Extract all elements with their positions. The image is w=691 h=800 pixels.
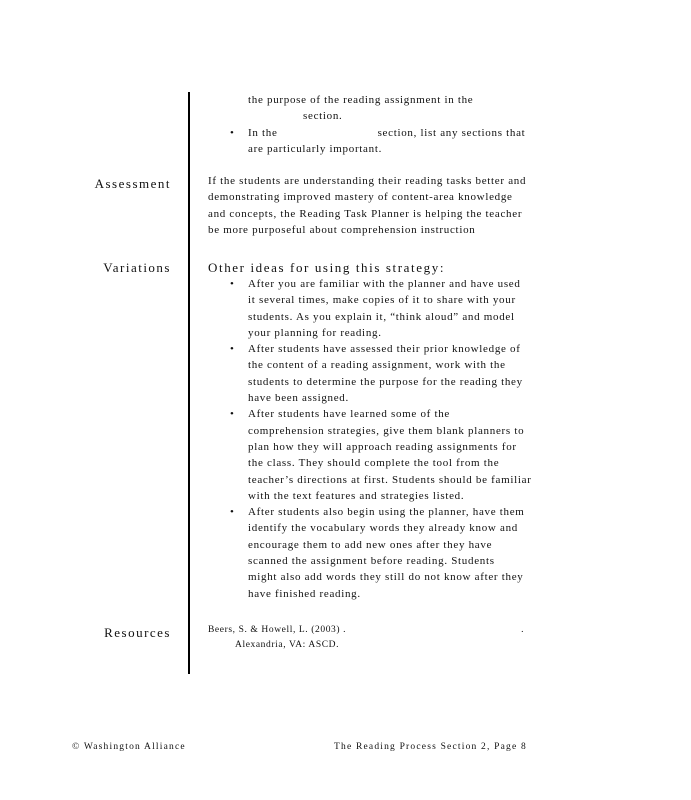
variations-label: Variations [103,260,171,275]
citation-end: . [521,625,525,635]
variation-line: with the text features and strategies listed. [248,489,465,502]
variation-line: the class. They should complete the tool from the [248,457,500,470]
variation-line: After students also begin using the planner, have them [248,506,525,519]
resources-citation [208,623,548,653]
resources-label: Resources [104,625,171,640]
variation-line: might also add words they still do not know after they [248,571,524,584]
variation-line: After students have assessed their prior knowledge of [248,343,521,356]
bullet-icon: • [230,343,235,356]
variation-line: students. As you explain it, “think aloud” and model [248,310,515,323]
variation-item [208,504,568,602]
variation-item [208,341,568,406]
variations-content [208,260,568,602]
variation-line: your planning for reading. [248,326,382,339]
variation-item [208,276,568,341]
assessment-text [208,173,568,238]
intro-line-2: section. [303,110,343,123]
section-divider-line [188,92,190,674]
bullet-icon: • [230,278,235,290]
variation-line: students to determine the purpose for the reading they [248,375,523,388]
assessment-label: Assessment [94,176,171,191]
variation-line: identify the vocabulary words they already know and [248,522,518,535]
citation-publisher: Alexandria, VA: ASCD. [235,640,340,650]
variation-line: teacher’s directions at first. Students should be familiar [248,473,532,486]
intro-bullet-text-b: section, list any sections that [377,126,526,139]
intro-bullet [208,125,558,158]
variation-line: encourage them to add new ones after they have [248,538,493,551]
assessment-line: and concepts, the Reading Task Planner is helping the teacher [208,207,523,220]
variation-line: scanned the assignment before reading. Students [248,555,495,568]
variation-item [208,406,568,504]
bullet-icon: • [230,408,235,421]
bullet-icon: • [230,126,235,139]
variation-line: have finished reading. [248,587,361,600]
footer-page-info: The Reading Process Section 2, Page 8 [334,742,527,752]
footer-copyright: © Washington Alliance [72,742,186,752]
variation-line: comprehension strategies, give them blank planners to [248,424,525,437]
assessment-line: If the students are understanding their reading tasks better and [208,175,527,187]
assessment-line: be more purposeful about comprehension instruction [208,223,476,236]
variations-heading: Other ideas for using this strategy: [208,260,446,275]
variation-line: plan how they will approach reading assignments for [248,440,517,453]
intro-continuation [208,92,558,157]
intro-bullet-line-2: are particularly important. [248,142,383,155]
intro-bullet-text-a: In the [248,126,278,139]
variation-line: the content of a reading assignment, work with the [248,359,506,372]
variation-line: After students have learned some of the [248,408,451,421]
variation-line: it several times, make copies of it to share with your [248,294,516,307]
citation-authors: Beers, S. & Howell, L. (2003) . [208,625,347,635]
intro-line-1: the purpose of the reading assignment in the [248,94,474,106]
variation-line: After you are familiar with the planner and have used [248,278,521,290]
variation-line: have been assigned. [248,392,349,405]
bullet-icon: • [230,506,235,519]
assessment-line: demonstrating improved mastery of content-area knowledge [208,191,513,204]
